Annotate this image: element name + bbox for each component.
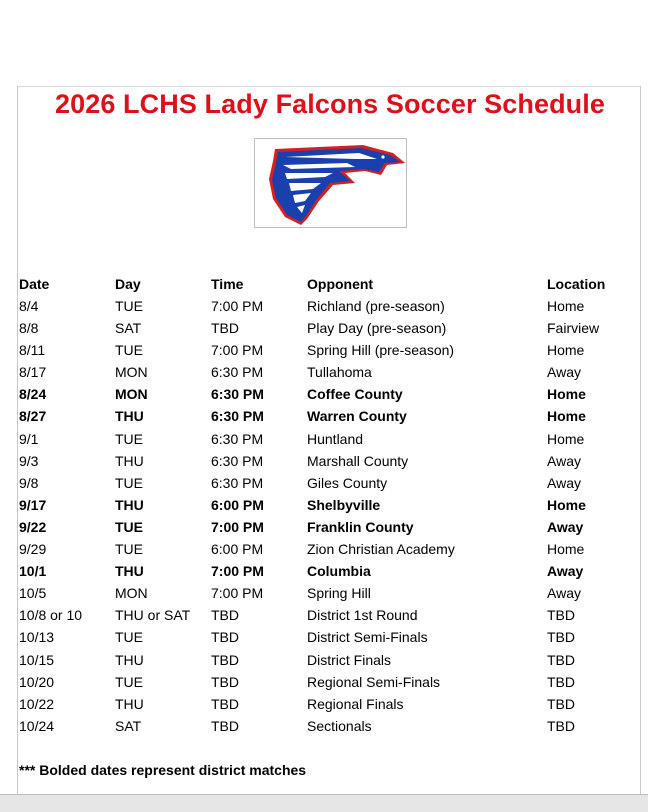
cell-day: THU bbox=[115, 452, 144, 469]
table-row bbox=[19, 671, 639, 693]
cell-opponent: Play Day (pre-season) bbox=[307, 320, 447, 337]
cell-location: TBD bbox=[547, 717, 575, 734]
cell-time: 6:30 PM bbox=[211, 408, 264, 425]
page-left-edge bbox=[17, 86, 18, 794]
cell-day: TUE bbox=[115, 518, 143, 535]
cell-opponent: Sectionals bbox=[307, 717, 372, 734]
cell-location: Home bbox=[547, 496, 586, 513]
cell-location: Away bbox=[547, 364, 581, 381]
table-row bbox=[19, 405, 639, 427]
cell-day: TUE bbox=[115, 629, 143, 646]
cell-time: 6:30 PM bbox=[211, 474, 264, 491]
table-row bbox=[19, 494, 639, 516]
cell-date: 8/17 bbox=[19, 364, 47, 381]
table-row bbox=[19, 715, 639, 737]
table-row bbox=[19, 317, 639, 339]
cell-opponent: District 1st Round bbox=[307, 607, 418, 624]
cell-location: Home bbox=[547, 408, 586, 425]
cell-opponent: Warren County bbox=[307, 408, 407, 425]
cell-time: TBD bbox=[211, 607, 239, 624]
cell-time: 6:00 PM bbox=[211, 541, 264, 558]
table-row bbox=[19, 472, 639, 494]
cell-day: MON bbox=[115, 364, 148, 381]
cell-day: THU bbox=[115, 695, 144, 712]
cell-time: 7:00 PM bbox=[211, 518, 264, 535]
cell-day: MON bbox=[115, 585, 148, 602]
header-time: Time bbox=[211, 276, 244, 292]
cell-date: 9/29 bbox=[19, 541, 47, 558]
cell-date: 9/17 bbox=[19, 496, 47, 513]
cell-opponent: District Semi-Finals bbox=[307, 629, 428, 646]
cell-time: 7:00 PM bbox=[211, 585, 264, 602]
cell-location: Fairview bbox=[547, 320, 600, 337]
cell-date: 8/11 bbox=[19, 342, 46, 359]
cell-location: Home bbox=[547, 541, 585, 558]
cell-time: 6:00 PM bbox=[211, 496, 264, 513]
cell-location: TBD bbox=[547, 607, 575, 624]
cell-location: TBD bbox=[547, 695, 575, 712]
table-row bbox=[19, 383, 639, 405]
falcon-logo-icon bbox=[254, 138, 407, 228]
cell-day: TUE bbox=[115, 430, 143, 447]
cell-opponent: Tullahoma bbox=[307, 364, 372, 381]
cell-day: THU bbox=[115, 651, 144, 668]
cell-opponent: Regional Semi-Finals bbox=[307, 673, 441, 690]
cell-opponent: Spring Hill (pre-season) bbox=[307, 342, 455, 359]
cell-location: Home bbox=[547, 386, 586, 403]
cell-opponent: District Finals bbox=[307, 651, 392, 668]
cell-opponent: Columbia bbox=[307, 563, 371, 580]
cell-day: TUE bbox=[115, 673, 143, 690]
window-bottom-bar bbox=[0, 794, 648, 812]
schedule-table bbox=[19, 273, 639, 737]
cell-day: TUE bbox=[115, 342, 143, 359]
cell-location: Home bbox=[547, 430, 585, 447]
table-row bbox=[19, 582, 639, 604]
table-row bbox=[19, 604, 639, 626]
cell-time: 6:30 PM bbox=[211, 452, 264, 469]
cell-opponent: Richland (pre-season) bbox=[307, 298, 445, 314]
cell-time: TBD bbox=[211, 651, 239, 668]
cell-date: 9/3 bbox=[19, 452, 39, 469]
cell-day: THU bbox=[115, 496, 144, 513]
cell-location: TBD bbox=[547, 629, 575, 646]
cell-opponent: Huntland bbox=[307, 430, 364, 447]
cell-day: TUE bbox=[115, 541, 143, 558]
cell-date: 9/1 bbox=[19, 430, 39, 447]
cell-opponent: Marshall County bbox=[307, 452, 409, 469]
cell-day: MON bbox=[115, 386, 148, 403]
table-row bbox=[19, 693, 639, 715]
cell-date: 10/22 bbox=[19, 695, 55, 712]
table-row bbox=[19, 538, 639, 560]
cell-time: TBD bbox=[211, 629, 239, 646]
cell-date: 10/1 bbox=[19, 563, 47, 580]
cell-day: THU bbox=[115, 563, 144, 580]
cell-time: 7:00 PM bbox=[211, 563, 264, 580]
table-row bbox=[19, 649, 639, 671]
page-top-edge bbox=[17, 86, 641, 87]
cell-date: 10/15 bbox=[19, 651, 55, 668]
table-row bbox=[19, 295, 639, 317]
cell-opponent: Shelbyville bbox=[307, 496, 381, 513]
header-date: Date bbox=[19, 276, 50, 292]
cell-location: Away bbox=[547, 518, 584, 535]
cell-location: TBD bbox=[547, 651, 575, 668]
cell-date: 10/24 bbox=[19, 717, 55, 734]
cell-location: Away bbox=[547, 474, 581, 491]
table-row bbox=[19, 516, 639, 538]
cell-date: 8/27 bbox=[19, 408, 47, 425]
cell-date: 9/22 bbox=[19, 518, 47, 535]
table-header-row bbox=[19, 273, 639, 295]
page-title: 2026 LCHS Lady Falcons Soccer Schedule bbox=[54, 89, 605, 119]
cell-opponent: Coffee County bbox=[307, 386, 403, 403]
cell-location: Away bbox=[547, 452, 581, 469]
cell-opponent: Giles County bbox=[307, 474, 388, 491]
cell-location: Home bbox=[547, 298, 585, 314]
cell-day: THU or SAT bbox=[115, 607, 191, 624]
table-row bbox=[19, 560, 639, 582]
page-right-edge bbox=[640, 86, 641, 794]
cell-opponent: Spring Hill bbox=[307, 585, 371, 602]
header-day: Day bbox=[115, 276, 141, 292]
cell-opponent: Franklin County bbox=[307, 518, 414, 535]
cell-time: 7:00 PM bbox=[211, 342, 264, 359]
cell-location: TBD bbox=[547, 673, 575, 690]
cell-time: TBD bbox=[211, 695, 239, 712]
cell-day: THU bbox=[115, 408, 144, 425]
cell-date: 9/8 bbox=[19, 474, 39, 491]
table-row bbox=[19, 626, 639, 648]
cell-time: TBD bbox=[211, 673, 239, 690]
table-row bbox=[19, 450, 639, 472]
header-opponent: Opponent bbox=[307, 276, 374, 292]
cell-date: 10/20 bbox=[19, 673, 55, 690]
cell-opponent: Regional Finals bbox=[307, 695, 404, 712]
cell-time: 6:30 PM bbox=[211, 386, 264, 403]
cell-time: 6:30 PM bbox=[211, 430, 264, 447]
cell-date: 8/4 bbox=[19, 298, 39, 314]
cell-time: TBD bbox=[211, 717, 239, 734]
table-row bbox=[19, 361, 639, 383]
cell-date: 10/13 bbox=[19, 629, 55, 646]
cell-time: 6:30 PM bbox=[211, 364, 264, 381]
footnote: *** Bolded dates represent district matches bbox=[19, 762, 307, 778]
cell-day: TUE bbox=[115, 474, 143, 491]
cell-date: 8/24 bbox=[19, 386, 47, 403]
table-row bbox=[19, 428, 639, 450]
cell-time: 7:00 PM bbox=[211, 298, 264, 314]
cell-location: Home bbox=[547, 342, 585, 359]
cell-day: TUE bbox=[115, 298, 143, 314]
cell-date: 10/8 or 10 bbox=[19, 607, 83, 624]
cell-day: SAT bbox=[115, 320, 142, 337]
cell-location: Away bbox=[547, 563, 584, 580]
cell-time: TBD bbox=[211, 320, 239, 337]
cell-date: 8/8 bbox=[19, 320, 39, 337]
cell-date: 10/5 bbox=[19, 585, 47, 602]
header-location: Location bbox=[547, 276, 606, 292]
cell-day: SAT bbox=[115, 717, 142, 734]
table-row bbox=[19, 339, 639, 361]
cell-opponent: Zion Christian Academy bbox=[307, 541, 455, 558]
cell-location: Away bbox=[547, 585, 581, 602]
